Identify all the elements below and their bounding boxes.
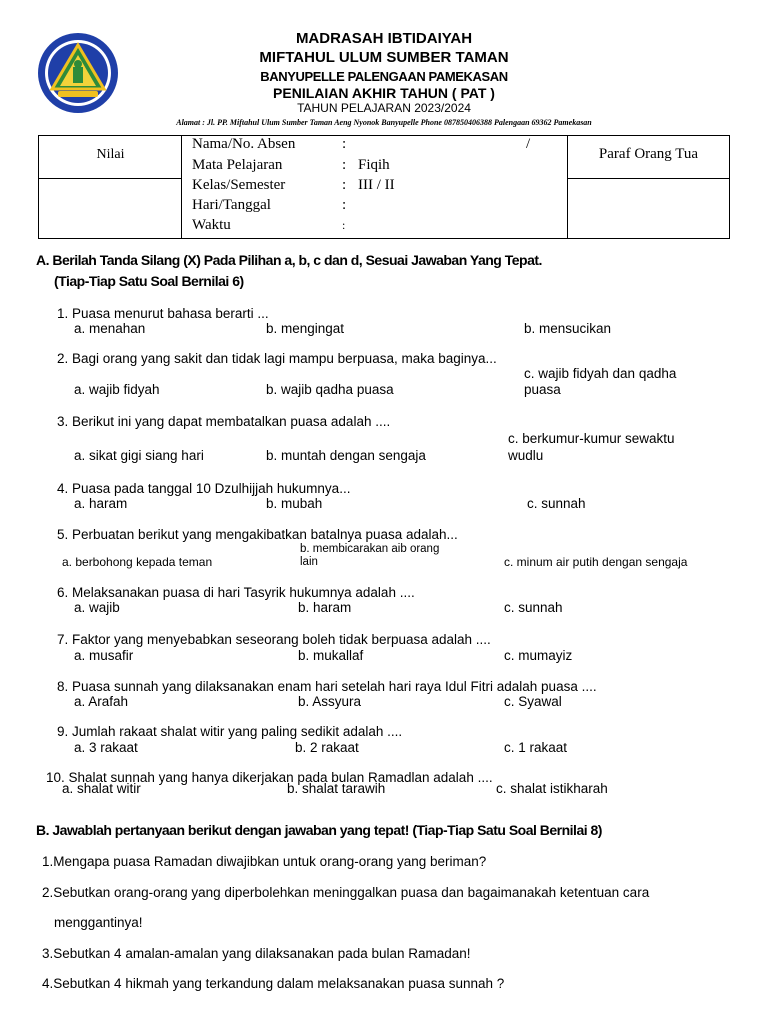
q8-option-a[interactable]: a. Arafah bbox=[74, 694, 129, 709]
question-9: 9. Jumlah rakaat shalat witir yang paling sedikit adalah .... bbox=[57, 724, 403, 739]
q4-option-b[interactable]: b. mubah bbox=[266, 496, 323, 511]
academic-year: TAHUN PELAJARAN 2023/2024 bbox=[297, 101, 471, 115]
field-label-waktu: Waktu bbox=[192, 217, 231, 233]
question-6: 6. Melaksanakan puasa di hari Tasyrik hukumnya adalah .... bbox=[57, 585, 415, 600]
identity-table bbox=[38, 135, 730, 239]
q6-option-b[interactable]: b. haram bbox=[298, 600, 352, 615]
q1-option-c[interactable]: b. mensucikan bbox=[524, 321, 612, 336]
q10-option-a[interactable]: a. shalat witir bbox=[62, 781, 141, 796]
q10-option-b[interactable]: b. shalat tarawih bbox=[287, 781, 386, 796]
section-b-title: B. Jawablah pertanyaan berikut dengan jawaban yang tepat! (Tiap-Tiap Satu Soal Bernilai 8) bbox=[36, 822, 602, 838]
question-5: 5. Perbuatan berikut yang mengakibatkan batalnya puasa adalah... bbox=[57, 527, 458, 542]
school-type-title: MADRASAH IBTIDAIYAH bbox=[295, 30, 473, 47]
field-colon: : bbox=[342, 218, 346, 232]
q5-option-b-line2[interactable]: lain bbox=[300, 556, 318, 568]
q1-option-a[interactable]: a. menahan bbox=[74, 321, 146, 336]
q7-option-c[interactable]: c. mumayiz bbox=[504, 648, 573, 663]
school-name-title: MIFTAHUL ULUM SUMBER TAMAN bbox=[259, 49, 509, 66]
question-10: 10. Shalat sunnah yang hanya dikerjakan pada bulan Ramadlan adalah .... bbox=[46, 770, 493, 785]
essay-question-2-continued: menggantinya! bbox=[54, 915, 143, 930]
q8-option-c[interactable]: c. Syawal bbox=[504, 694, 562, 709]
field-colon: : bbox=[342, 197, 347, 213]
paraf-label: Paraf Orang Tua bbox=[598, 146, 699, 162]
q5-option-b-line1[interactable]: b. membicarakan aib orang bbox=[300, 543, 440, 555]
question-3: 3. Berikut ini yang dapat membatalkan puasa adalah .... bbox=[57, 414, 391, 429]
field-colon: : bbox=[342, 136, 347, 152]
nilai-label: Nilai bbox=[96, 147, 125, 162]
q5-option-c[interactable]: c. minum air putih dengan sengaja bbox=[504, 555, 688, 569]
q2-option-c-line1[interactable]: c. wajib fidyah dan qadha bbox=[524, 366, 677, 381]
q2-option-b[interactable]: b. wajib qadha puasa bbox=[266, 382, 394, 397]
q8-option-b[interactable]: b. Assyura bbox=[298, 694, 362, 709]
field-colon: : bbox=[342, 177, 347, 193]
q3-option-c-line2[interactable]: wudlu bbox=[508, 448, 544, 463]
field-label-nama: Nama/No. Absen bbox=[192, 136, 296, 152]
question-4: 4. Puasa pada tanggal 10 Dzulhijjah hukumnya... bbox=[57, 481, 351, 496]
q5-option-a[interactable]: a. berbohong kepada teman bbox=[62, 555, 213, 569]
q1-option-b[interactable]: b. mengingat bbox=[266, 321, 345, 336]
absen-slash: / bbox=[526, 136, 531, 152]
section-a-subtitle: (Tiap-Tiap Satu Soal Bernilai 6) bbox=[54, 273, 244, 289]
q6-option-c[interactable]: c. sunnah bbox=[504, 600, 563, 615]
q9-option-a[interactable]: a. 3 rakaat bbox=[74, 740, 138, 755]
q6-option-a[interactable]: a. wajib bbox=[74, 600, 120, 615]
essay-question-1: 1.Mengapa puasa Ramadan diwajibkan untuk orang-orang yang beriman? bbox=[42, 854, 487, 869]
q7-option-a[interactable]: a. musafir bbox=[74, 648, 134, 663]
q2-option-c-line2[interactable]: puasa bbox=[524, 382, 561, 397]
question-2: 2. Bagi orang yang sakit dan tidak lagi mampu berpuasa, maka baginya... bbox=[57, 351, 497, 366]
q10-option-c[interactable]: c. shalat istikharah bbox=[496, 781, 608, 796]
essay-question-3: 3.Sebutkan 4 amalan-amalan yang dilaksanakan pada bulan Ramadan! bbox=[42, 946, 471, 961]
essay-question-4: 4.Sebutkan 4 hikmah yang terkandung dalam melaksanakan puasa sunnah ? bbox=[42, 976, 505, 991]
q3-option-a[interactable]: a. sikat gigi siang hari bbox=[74, 448, 204, 463]
essay-question-2: 2.Sebutkan orang-orang yang diperbolehkan meninggalkan puasa dan bagaimanakah ketentuan cara bbox=[42, 885, 650, 900]
q4-option-a[interactable]: a. haram bbox=[74, 496, 128, 511]
field-label-hari: Hari/Tanggal bbox=[192, 197, 271, 213]
field-label-kelas: Kelas/Semester bbox=[192, 177, 286, 193]
q3-option-c-line1[interactable]: c. berkumur-kumur sewaktu bbox=[508, 431, 675, 446]
q7-option-b[interactable]: b. mukallaf bbox=[298, 648, 364, 663]
question-7: 7. Faktor yang menyebabkan seseorang boleh tidak berpuasa adalah .... bbox=[57, 632, 491, 647]
q9-option-c[interactable]: c. 1 rakaat bbox=[504, 740, 568, 755]
question-8: 8. Puasa sunnah yang dilaksanakan enam hari setelah hari raya Idul Fitri adalah puasa .... bbox=[57, 679, 597, 694]
school-address: Alamat : Jl. PP. Miftahul Ulum Sumber Taman Aeng Nyonok Banyupelle Phone 087850406388 Palengaan 69362 Pamekasan bbox=[176, 118, 592, 127]
question-1: 1. Puasa menurut bahasa berarti ... bbox=[57, 306, 269, 321]
q2-option-a[interactable]: a. wajib fidyah bbox=[74, 382, 160, 397]
q3-option-b[interactable]: b. muntah dengan sengaja bbox=[266, 448, 426, 463]
field-value-mapel: Fiqih bbox=[358, 157, 390, 173]
exam-title: PENILAIAN AKHIR TAHUN ( PAT ) bbox=[273, 85, 495, 101]
field-value-kelas: III / II bbox=[358, 177, 395, 193]
field-label-mapel: Mata Pelajaran bbox=[192, 157, 283, 173]
section-a-title: A. Berilah Tanda Silang (X) Pada Pilihan a, b, c dan d, Sesuai Jawaban Yang Tepat. bbox=[36, 252, 542, 268]
q9-option-b[interactable]: b. 2 rakaat bbox=[295, 740, 359, 755]
q4-option-c[interactable]: c. sunnah bbox=[527, 496, 586, 511]
school-location-title: BANYUPELLE PALENGAAN PAMEKASAN bbox=[260, 69, 508, 84]
field-colon: : bbox=[342, 157, 347, 173]
